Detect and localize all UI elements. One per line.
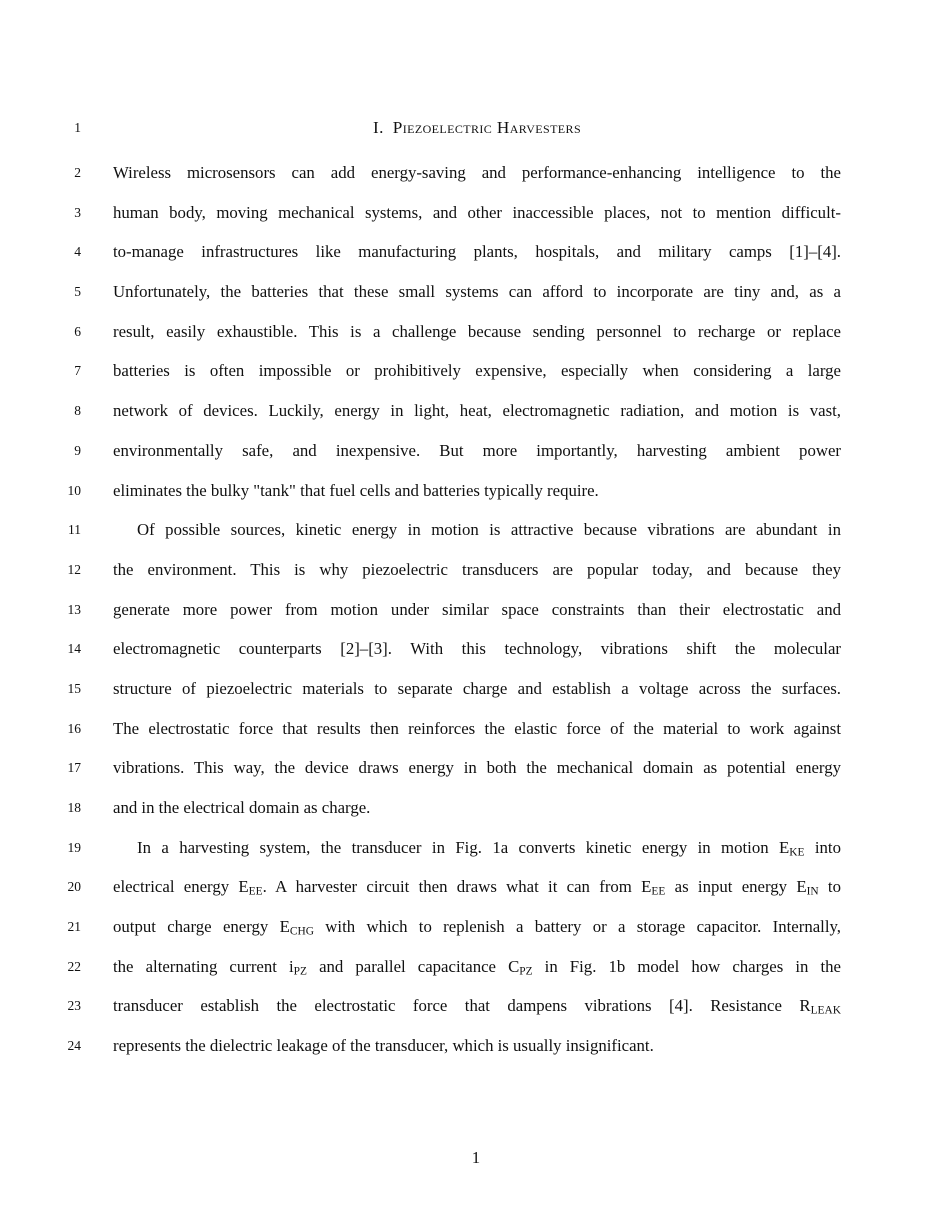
subscript-label: LEAK	[810, 1004, 841, 1017]
document-line	[0, 351, 952, 391]
document-line	[0, 312, 952, 352]
line-number: 8	[74, 403, 81, 419]
subscript-label: KE	[789, 846, 805, 859]
document-line	[0, 272, 952, 312]
line-text: structure of piezoelectric materials to separate charge and establish a voltage across the surfaces.	[113, 678, 841, 698]
line-text: represents the dielectric leakage of the transducer, which is usually insignificant.	[113, 1036, 654, 1056]
document-line	[0, 867, 952, 907]
document-line	[0, 232, 952, 272]
document-line	[0, 788, 952, 828]
line-text: environmentally safe, and inexpensive. But more importantly, harvesting ambient power	[113, 440, 841, 460]
document-line	[0, 153, 952, 193]
line-text: Wireless microsensors can add energy-saving and performance-enhancing intelligence to the	[113, 163, 841, 182]
line-text: electromagnetic counterparts [2]–[3]. With this technology, vibrations shift the molecular	[113, 639, 841, 659]
line-number: 18	[67, 800, 81, 815]
line-number: 12	[67, 561, 81, 577]
subscript-label: IN	[806, 885, 819, 898]
line-number: 24	[67, 1038, 81, 1054]
document-line	[0, 907, 952, 947]
subscript-label: PZ	[519, 965, 533, 978]
section-heading: I. Piezoelectric Harvesters	[372, 118, 582, 137]
document-line	[0, 550, 952, 590]
line-text: the alternating current $i_{PZ}$ and parallel capacitance $C_{PZ}$ in Fig. 1b model how charges in the	[113, 956, 841, 978]
line-number: 6	[74, 323, 81, 339]
document-line	[0, 431, 952, 471]
document-line	[0, 709, 952, 749]
document-line	[0, 986, 952, 1026]
line-number: 11	[68, 522, 81, 538]
line-text: the environment. This is why piezoelectric transducers are popular today, and because they	[113, 559, 841, 579]
line-text: network of devices. Luckily, energy in light, heat, electromagnetic radiation, and motion is vast,	[113, 401, 841, 421]
line-number: 3	[74, 204, 81, 220]
line-text: The electrostatic force that results then reinforces the elastic force of the material to work against	[113, 718, 841, 738]
line-number: 13	[67, 601, 81, 617]
line-text: Unfortunately, the batteries that these small systems can afford to incorporate are tiny and, as a	[113, 282, 841, 302]
line-text: output charge energy $E_{CHG}$ with which to replenish a battery or a storage capacitor. Internally,	[113, 917, 841, 938]
line-number: 23	[67, 998, 81, 1014]
line-text: electrical energy $E_{EE}$. A harvester circuit then draws what it can from $E_{EE}$ as input energy $E_{IN}$ to	[113, 877, 841, 898]
document-line	[0, 471, 952, 511]
document-lines	[0, 107, 952, 1066]
subscript-label: CHG	[289, 925, 314, 938]
subscript-label: EE	[248, 885, 263, 898]
document-line	[0, 391, 952, 431]
document-line	[0, 510, 952, 550]
line-text: human body, moving mechanical systems, and other inaccessible places, not to mention difficult-	[113, 202, 841, 222]
line-text: vibrations. This way, the device draws energy in both the mechanical domain as potential energy	[113, 758, 841, 778]
line-number: 2	[74, 165, 81, 180]
line-number: 20	[67, 879, 81, 895]
line-text: result, easily exhaustible. This is a challenge because sending personnel to recharge or replace	[113, 321, 841, 341]
page-number: 1	[471, 1148, 481, 1167]
line-text: transducer establish the electrostatic force that dampens vibrations [4]. Resistance $R_{LEAK}$	[113, 996, 841, 1017]
document-line	[0, 828, 952, 868]
subscript-label: PZ	[293, 965, 307, 978]
line-number: 22	[67, 958, 81, 974]
line-number: 16	[67, 720, 81, 736]
line-number: 21	[67, 919, 81, 935]
line-text: generate more power from motion under similar space constraints than their electrostatic and	[113, 599, 841, 619]
line-number: 10	[67, 482, 81, 498]
line-number: 1	[74, 120, 81, 135]
line-number: 5	[74, 284, 81, 300]
line-number: 7	[74, 363, 81, 379]
line-number: 4	[74, 244, 81, 260]
document-line	[0, 193, 952, 233]
line-text: Of possible sources, kinetic energy in motion is attractive because vibrations are abundant in	[137, 520, 841, 540]
document-line	[0, 669, 952, 709]
subscript-label: EE	[651, 885, 666, 898]
document-line	[0, 590, 952, 630]
line-number: 9	[74, 442, 81, 458]
line-number: 19	[67, 839, 81, 855]
document-line	[0, 947, 952, 987]
document-line	[0, 1026, 952, 1066]
line-number: 17	[67, 760, 81, 776]
document-line	[0, 107, 952, 153]
line-text: to-manage infrastructures like manufacturing plants, hospitals, and military camps [1]–[4].	[113, 242, 841, 262]
line-text: batteries is often impossible or prohibitively expensive, especially when considering a large	[113, 361, 841, 381]
line-number: 15	[67, 680, 81, 696]
line-text: eliminates the bulky "tank" that fuel cells and batteries typically require.	[113, 480, 599, 500]
line-text: and in the electrical domain as charge.	[113, 798, 371, 817]
document-line	[0, 629, 952, 669]
line-number: 14	[67, 641, 81, 657]
line-text: In a harvesting system, the transducer in Fig. 1a converts kinetic energy in motion $E_{KE}$ into	[137, 837, 841, 859]
document-line	[0, 748, 952, 788]
